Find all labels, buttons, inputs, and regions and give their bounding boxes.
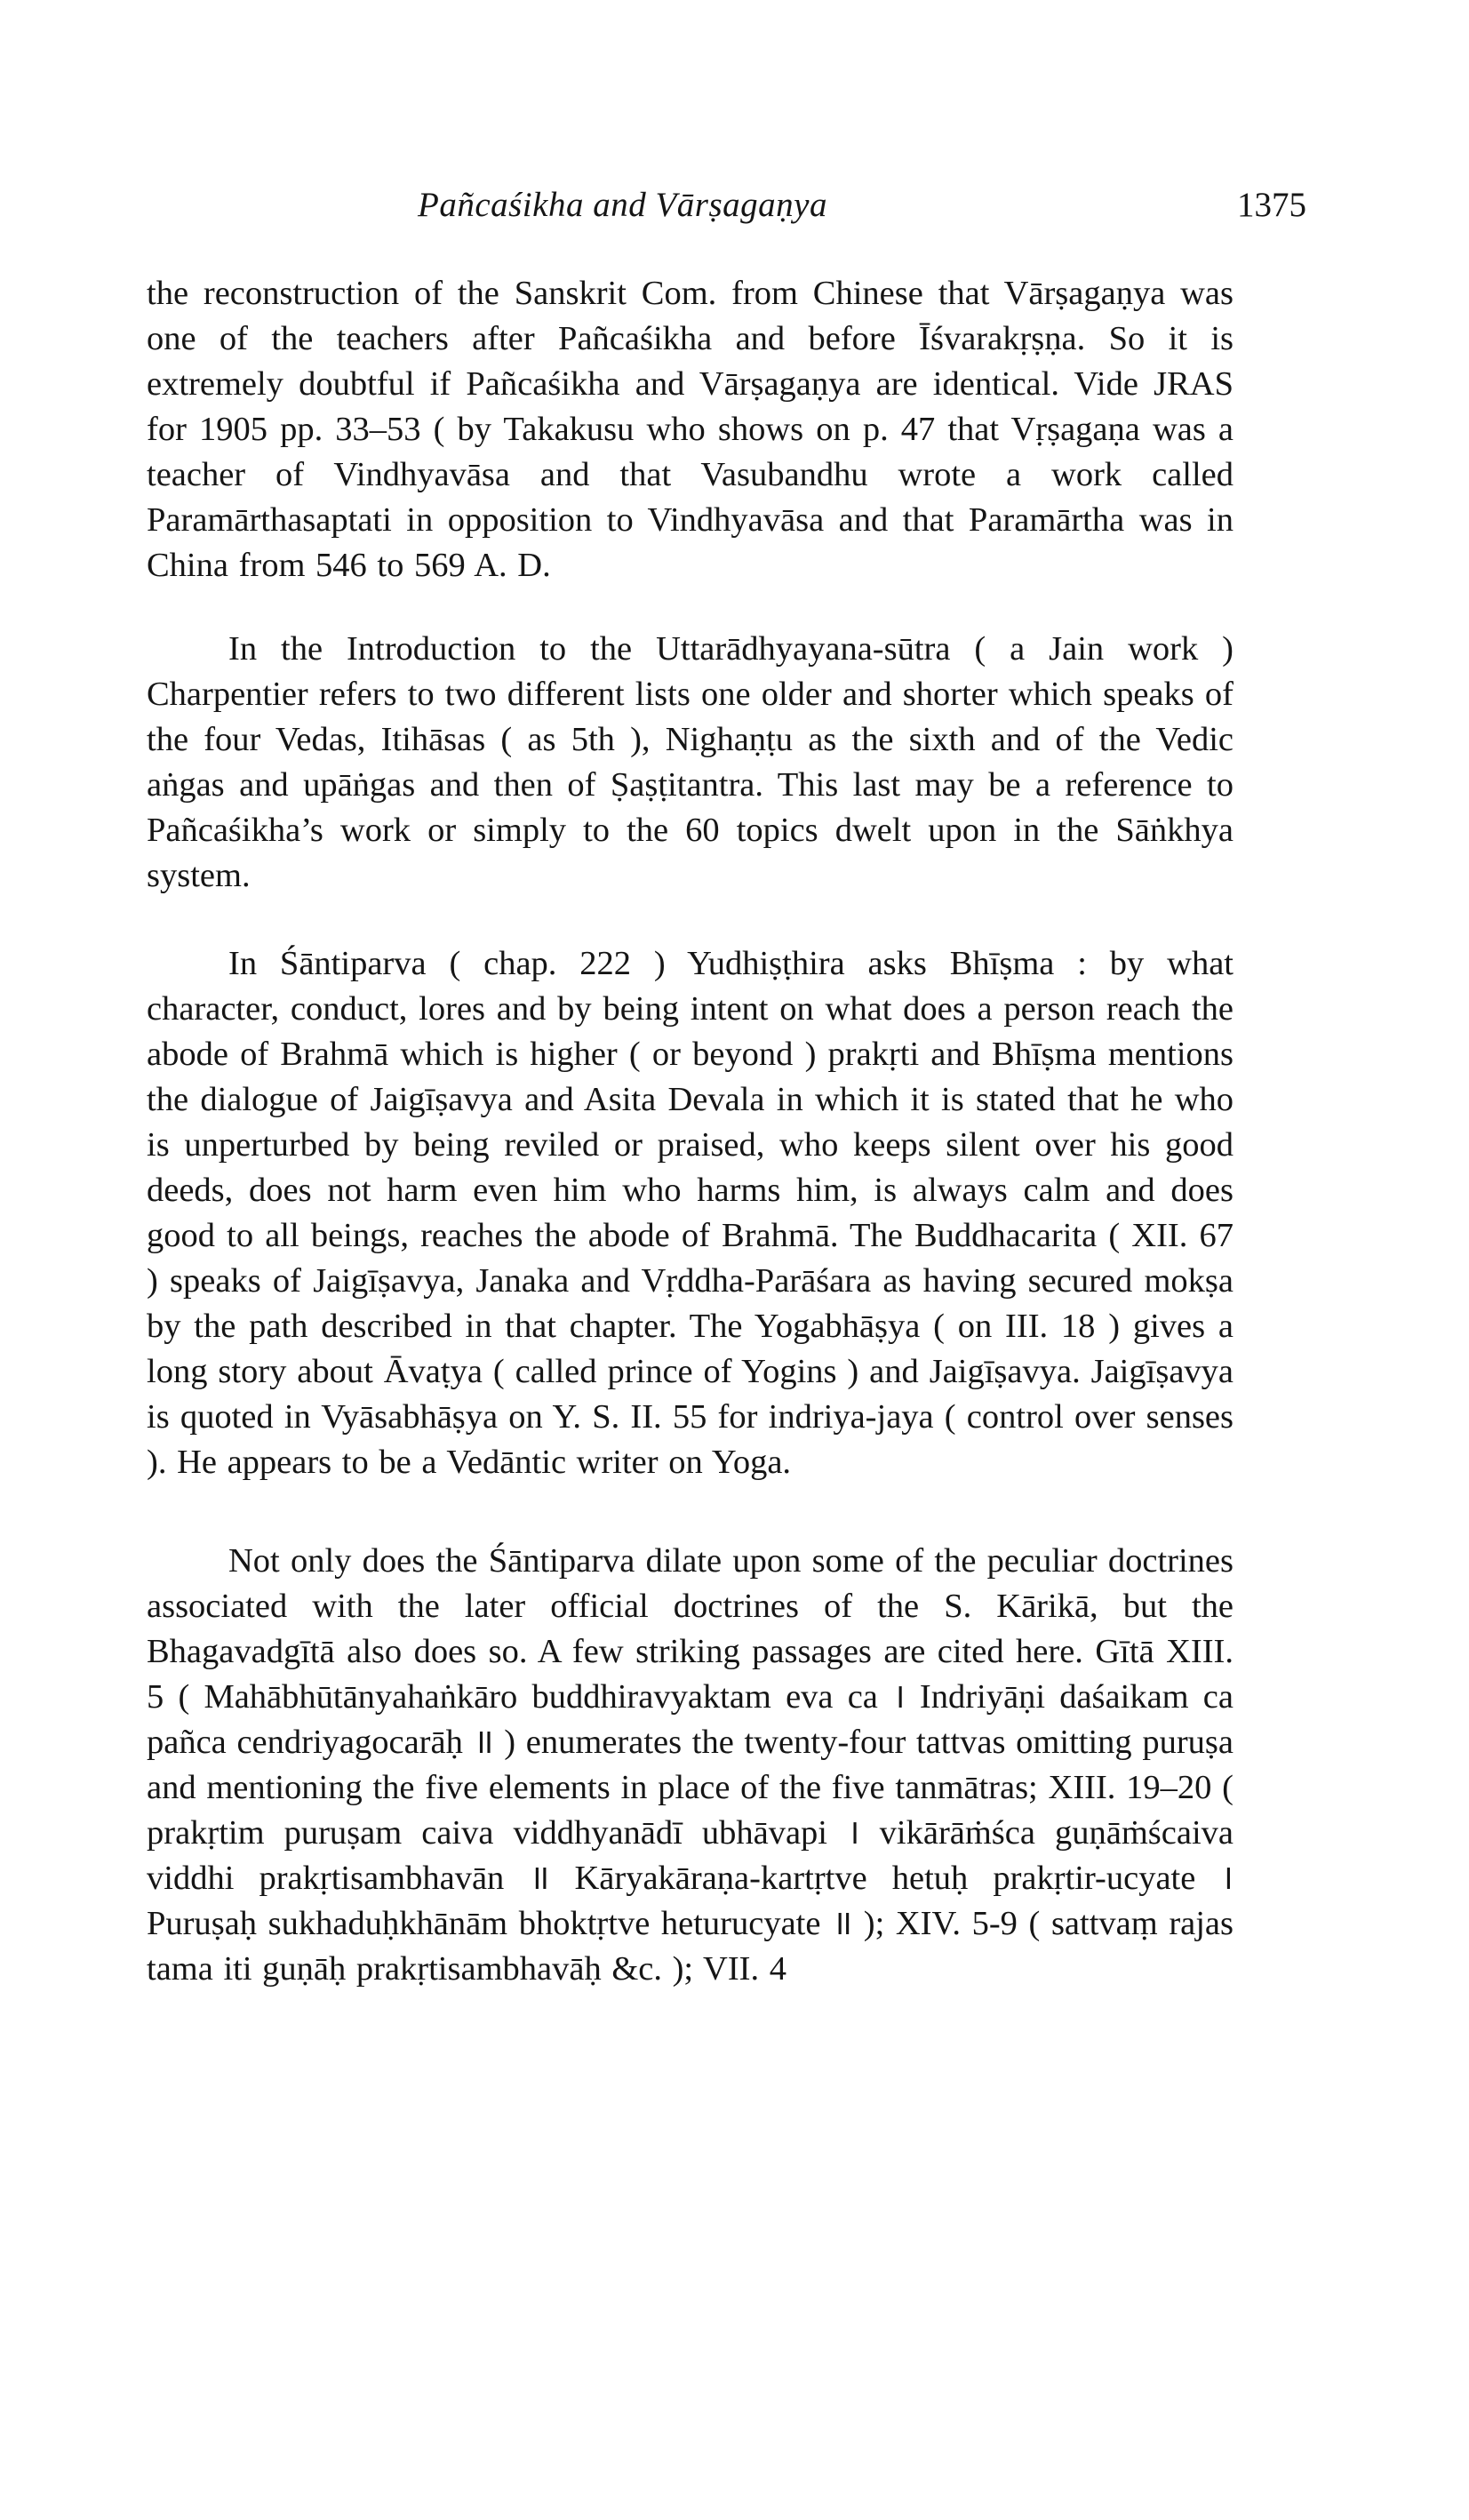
page-number: 1375 (1237, 186, 1306, 224)
body-text (147, 271, 1233, 1992)
page-header (418, 185, 1306, 238)
paragraph-bhagavadgita: Not only does the Śāntiparva dilate upon some of the peculiar doctrines associated with the later official doctrines of the S. Kārikā, but the Bhagavadgītā also does so. A few striking passages are cited here. Gītā XIII. 5 ( Mahābhūtānyahaṅkāro buddhiravyaktam eva ca । Indriyāṇi daśaikam ca pañca cendriyagocarāḥ ॥ ) enumerates the twenty-four tattvas omitting puruṣa and mentioning the five elements in place of the five tanmātras; XIII. 19–20 ( prakṛtim puruṣam caiva viddhyanādī ubhāvapi । vikārāṁśca guṇāṁścaiva viddhi prakṛtisambhavān ॥ Kāryakāraṇa-kartṛtve hetuḥ prakṛtir-ucyate । Puruṣaḥ sukhaduḥkhānām bhoktṛtve heturucyate ॥ ); XIV. 5-9 ( sattvaṃ rajas tama iti guṇāḥ prakṛtisambhavāḥ &c. ); VII. 4 (147, 1542, 1233, 1988)
paragraph-continuation: the reconstruction of the Sanskrit Com. from Chinese that Vārṣagaṇya was one of the teachers after Pañcaśikha and before Īśvarakṛṣṇa. So it is extremely doubtful if Pañcaśikha and Vārṣagaṇya are identical. Vide JRAS for 1905 pp. 33–53 ( by Takakusu who shows on p. 47 that Vṛṣagaṇa was a teacher of Vindhyavāsa and that Vasubandhu wrote a work called Paramārthasaptati in opposition to Vindhyavāsa and that Paramārtha was in China from 546 to 569 A. D. (147, 275, 1233, 584)
running-title: Pañcaśikha and Vārṣagaṇya (418, 186, 827, 224)
paragraph-santiparva: In Śāntiparva ( chap. 222 ) Yudhiṣṭhira asks Bhīṣma : by what character, conduct, lores and by being intent on what does a person reach the abode of Brahmā which is higher ( or beyond ) prakṛti and Bhīṣma mentions the dialogue of Jaigīṣavya and Asita Devala in which it is stated that he who is unperturbed by being reviled or praised, who keeps silent over his good deeds, does not harm even him who harms him, is always calm and does good to all beings, reaches the abode of Brahmā. The Buddhacarita ( XII. 67 ) speaks of Jaigīṣavya, Janaka and Vṛddha-Parāśara as having secured mokṣa by the path described in that chapter. The Yogabhāṣya ( on III. 18 ) gives a long story about Āvaṭya ( called prince of Yogins ) and Jaigīṣavya. Jaigīṣavya is quoted in Vyāsabhāṣya on Y. S. II. 55 for indriya-jaya ( control over senses ). He appears to be a Vedāntic writer on Yoga. (147, 945, 1233, 1481)
paragraph-uttaradhyayana: In the Introduction to the Uttarādhyayana-sūtra ( a Jain work ) Charpentier refers to two different lists one older and shorter which speaks of the four Vedas, Itihāsas ( as 5th ), Nighaṇṭu as the sixth and of the Vedic aṅgas and upāṅgas and then of Ṣaṣṭitantra. This last may be a reference to Pañcaśikha’s work or simply to the 60 topics dwelt upon in the Sāṅkhya system. (147, 630, 1233, 894)
